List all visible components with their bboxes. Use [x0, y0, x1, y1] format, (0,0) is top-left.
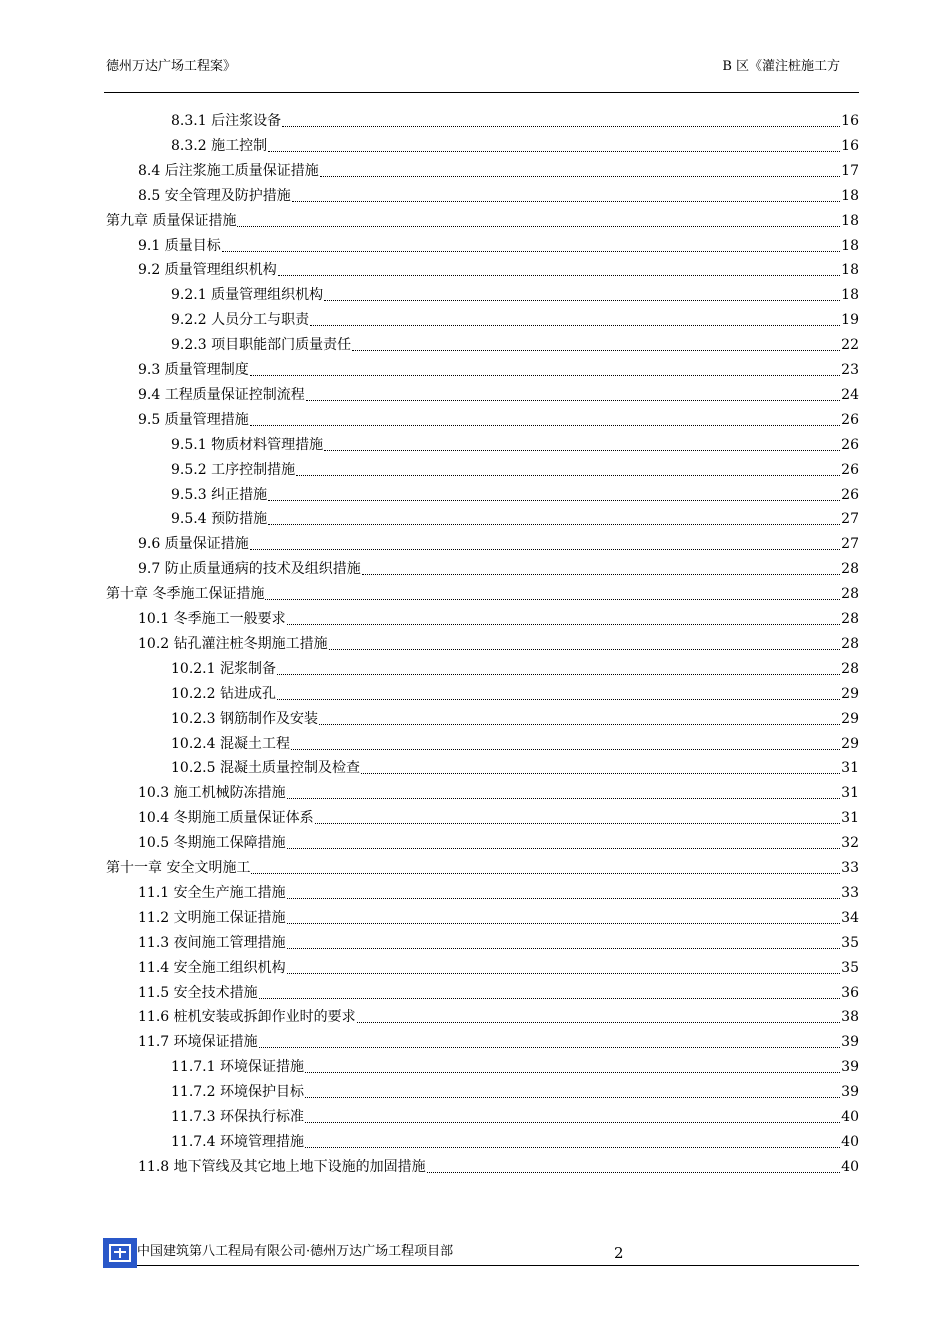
toc-entry-title: 8.4 后注浆施工质量保证措施 — [138, 162, 319, 179]
footer-company-name: 中国建筑第八工程局有限公司·德州万达广场工程项目部 — [137, 1244, 454, 1259]
toc-dot-leader — [287, 948, 841, 949]
toc-entry[interactable] — [138, 157, 859, 181]
toc-entry-title: 9.5.2 工序控制措施 — [171, 461, 296, 478]
toc-entry[interactable] — [171, 481, 859, 505]
toc-entry[interactable] — [106, 207, 859, 231]
toc-entry[interactable] — [138, 555, 859, 579]
toc-entry-page: 28 — [841, 611, 859, 627]
toc-dot-leader — [305, 1097, 840, 1098]
toc-entry[interactable] — [171, 730, 859, 754]
toc-entry-title: 10.2 钻孔灌注桩冬期施工措施 — [138, 635, 328, 652]
toc-entry-title: 10.2.2 钻进成孔 — [171, 685, 276, 702]
toc-entry[interactable] — [171, 1053, 859, 1077]
toc-entry-title: 9.5 质量管理措施 — [138, 411, 249, 428]
toc-entry-title: 9.6 质量保证措施 — [138, 536, 249, 553]
toc-dot-leader — [305, 1122, 840, 1123]
toc-dot-leader — [268, 500, 840, 501]
toc-entry[interactable] — [138, 256, 859, 280]
toc-entry[interactable] — [138, 954, 859, 978]
toc-entry[interactable] — [138, 779, 859, 803]
toc-entry[interactable] — [171, 456, 859, 480]
toc-entry-title: 第十章 冬季施工保证措施 — [106, 586, 265, 603]
company-logo-icon — [103, 1238, 137, 1268]
toc-entry[interactable] — [171, 505, 859, 529]
toc-entry-page: 18 — [841, 287, 859, 304]
toc-dot-leader — [259, 998, 841, 999]
toc-entry-title: 10.5 冬期施工保障措施 — [138, 835, 286, 852]
toc-entry-page: 29 — [841, 735, 859, 752]
toc-entry[interactable] — [138, 182, 859, 206]
toc-dot-leader — [315, 823, 841, 824]
toc-dot-leader — [250, 425, 840, 426]
toc-entry-page: 28 — [841, 586, 859, 603]
toc-entry-page: 29 — [841, 685, 859, 702]
toc-entry-page: 16 — [841, 137, 859, 154]
toc-entry[interactable] — [138, 879, 859, 903]
toc-dot-leader — [222, 251, 840, 252]
toc-dot-leader — [277, 674, 840, 675]
toc-entry-title: 11.3 夜间施工管理措施 — [138, 934, 286, 951]
toc-dot-leader — [259, 1047, 841, 1048]
toc-entry-page: 26 — [841, 436, 859, 453]
footer-page-number: 2 — [614, 1244, 624, 1262]
toc-entry-page: 26 — [841, 461, 859, 478]
toc-entry[interactable] — [171, 1103, 859, 1127]
toc-entry-page: 19 — [841, 312, 859, 329]
toc-entry[interactable] — [106, 580, 859, 604]
toc-entry-title: 9.1 质量目标 — [138, 237, 221, 254]
toc-entry[interactable] — [138, 929, 859, 953]
toc-entry-page: 35 — [841, 959, 859, 976]
toc-dot-leader — [268, 151, 840, 152]
toc-entry-title: 9.2 质量管理组织机构 — [138, 262, 277, 279]
toc-entry-title: 9.2.1 质量管理组织机构 — [171, 287, 324, 304]
toc-entry-title: 第九章 质量保证措施 — [106, 212, 237, 229]
toc-entry-page: 31 — [841, 785, 859, 802]
toc-entry-title: 8.5 安全管理及防护措施 — [138, 187, 291, 204]
toc-dot-leader — [361, 773, 840, 774]
toc-entry-page: 18 — [841, 212, 859, 229]
toc-entry-title: 10.2.3 钢筋制作及安装 — [171, 710, 318, 727]
toc-dot-leader — [250, 549, 840, 550]
toc-entry[interactable] — [138, 804, 859, 828]
toc-entry-page: 18 — [841, 237, 859, 254]
toc-entry-page: 16 — [841, 113, 859, 129]
toc-entry-title: 11.7.4 环境管理措施 — [171, 1133, 304, 1150]
toc-entry-title: 8.3.1 后注浆设备 — [171, 113, 282, 129]
toc-entry-page: 36 — [841, 984, 859, 1001]
toc-entry[interactable] — [171, 1128, 859, 1152]
toc-entry-page: 31 — [841, 760, 859, 777]
toc-entry-page: 22 — [841, 337, 859, 354]
toc-entry[interactable] — [171, 680, 859, 704]
toc-dot-leader — [268, 524, 840, 525]
toc-entry[interactable] — [138, 1003, 859, 1027]
toc-dot-leader — [305, 1147, 840, 1148]
toc-entry-page: 39 — [841, 1034, 859, 1051]
toc-entry[interactable] — [171, 754, 859, 778]
toc-entry[interactable] — [138, 1028, 859, 1052]
toc-entry[interactable] — [171, 107, 859, 131]
toc-entry-title: 11.6 桩机安装或拆卸作业时的要求 — [138, 1009, 356, 1026]
toc-dot-leader — [310, 325, 840, 326]
toc-entry-page: 23 — [841, 362, 859, 378]
toc-dot-leader — [352, 350, 840, 351]
toc-entry-title: 9.5.3 纠正措施 — [171, 486, 268, 503]
toc-entry[interactable] — [171, 331, 859, 355]
toc-dot-leader — [292, 201, 840, 202]
toc-entry-title: 11.2 文明施工保证措施 — [138, 909, 286, 926]
toc-entry-title: 9.2.2 人员分工与职责 — [171, 312, 310, 329]
toc-dot-leader — [362, 574, 840, 575]
toc-entry[interactable] — [138, 630, 859, 654]
toc-entry[interactable] — [138, 381, 859, 405]
toc-entry-page: 24 — [841, 386, 859, 403]
toc-dot-leader — [287, 624, 841, 625]
toc-entry-page: 18 — [841, 262, 859, 279]
toc-entry-title: 9.4 工程质量保证控制流程 — [138, 386, 305, 403]
toc-entry[interactable] — [171, 655, 859, 679]
toc-entry[interactable] — [171, 281, 859, 305]
toc-entry-page: 40 — [841, 1109, 859, 1125]
toc-entry-page: 26 — [841, 411, 859, 428]
toc-entry-title: 10.2.4 混凝土工程 — [171, 735, 290, 752]
toc-dot-leader — [427, 1172, 841, 1173]
toc-entry-title: 10.4 冬期施工质量保证体系 — [138, 810, 314, 827]
toc-entry[interactable] — [138, 356, 859, 380]
toc-entry-title: 11.8 地下管线及其它地上地下设施的加固措施 — [138, 1158, 426, 1175]
toc-dot-leader — [296, 475, 840, 476]
toc-dot-leader — [287, 923, 841, 924]
toc-dot-leader — [357, 1022, 841, 1023]
toc-entry[interactable] — [138, 829, 859, 853]
header-project-title: 德州万达广场工程案》 — [106, 59, 237, 74]
header-divider — [104, 92, 859, 93]
toc-dot-leader — [265, 599, 840, 600]
toc-dot-leader — [305, 1072, 840, 1073]
toc-entry-page: 29 — [841, 710, 859, 727]
footer-divider — [104, 1265, 859, 1266]
toc-dot-leader — [250, 375, 840, 376]
toc-entry[interactable] — [171, 306, 859, 330]
toc-entry-page: 33 — [841, 884, 859, 901]
toc-entry-page: 27 — [841, 511, 859, 528]
toc-entry-title: 11.1 安全生产施工措施 — [138, 884, 286, 901]
toc-entry[interactable] — [171, 431, 859, 455]
toc-entry-title: 11.7.2 环境保护目标 — [171, 1084, 304, 1101]
toc-entry-title: 9.2.3 项目职能部门质量责任 — [171, 337, 352, 354]
toc-entry-title: 第十一章 安全文明施工 — [106, 860, 251, 876]
toc-dot-leader — [287, 798, 841, 799]
toc-dot-leader — [306, 400, 840, 401]
toc-entry-title: 10.3 施工机械防冻措施 — [138, 785, 286, 802]
toc-dot-leader — [278, 275, 840, 276]
toc-dot-leader — [291, 749, 840, 750]
toc-entry-title: 11.4 安全施工组织机构 — [138, 959, 286, 976]
toc-entry[interactable] — [138, 979, 859, 1003]
toc-entry-page: 32 — [841, 835, 859, 852]
toc-entry[interactable] — [138, 406, 859, 430]
toc-entry[interactable] — [138, 904, 859, 928]
toc-dot-leader — [277, 699, 840, 700]
toc-entry-page: 34 — [841, 909, 859, 926]
toc-dot-leader — [320, 176, 840, 177]
toc-entry-page: 38 — [841, 1009, 859, 1026]
toc-entry-title: 9.3 质量管理制度 — [138, 362, 249, 378]
toc-dot-leader — [282, 126, 840, 127]
toc-entry-page: 39 — [841, 1084, 859, 1101]
toc-entry-page: 26 — [841, 486, 859, 503]
toc-entry-page: 28 — [841, 660, 859, 677]
toc-entry[interactable] — [138, 232, 859, 256]
toc-entry-title: 10.1 冬季施工一般要求 — [138, 611, 286, 627]
header-document-title: B 区《灌注桩施工方 — [722, 59, 840, 74]
toc-entry[interactable] — [171, 705, 859, 729]
toc-dot-leader — [329, 649, 841, 650]
toc-dot-leader — [319, 724, 840, 725]
toc-entry-page: 31 — [841, 810, 859, 827]
toc-entry-title: 10.2.1 泥浆制备 — [171, 660, 276, 677]
toc-entry[interactable] — [138, 1153, 859, 1177]
toc-entry-title: 11.7.3 环保执行标准 — [171, 1109, 304, 1125]
toc-entry-page: 27 — [841, 536, 859, 553]
toc-entry-title: 11.5 安全技术措施 — [138, 984, 258, 1001]
toc-dot-leader — [287, 973, 841, 974]
toc-entry-title: 11.7.1 环境保证措施 — [171, 1059, 304, 1076]
toc-entry-title: 9.5.4 预防措施 — [171, 511, 268, 528]
toc-dot-leader — [287, 898, 841, 899]
toc-entry-title: 9.5.1 物质材料管理措施 — [171, 436, 324, 453]
toc-entry-title: 8.3.2 施工控制 — [171, 137, 268, 154]
toc-entry-title: 11.7 环境保证措施 — [138, 1034, 258, 1051]
toc-entry-page: 40 — [841, 1158, 859, 1175]
toc-entry[interactable] — [171, 132, 859, 156]
toc-entry[interactable] — [138, 530, 859, 554]
toc-entry-page: 28 — [841, 635, 859, 652]
toc-entry[interactable] — [138, 605, 859, 629]
toc-entry-page: 33 — [841, 860, 859, 876]
toc-entry-page: 17 — [841, 162, 859, 179]
toc-entry[interactable] — [171, 1078, 859, 1102]
toc-entry-page: 39 — [841, 1059, 859, 1076]
toc-dot-leader — [237, 226, 840, 227]
toc-entry-page: 28 — [841, 561, 859, 578]
toc-dot-leader — [251, 873, 840, 874]
toc-entry-page: 40 — [841, 1133, 859, 1150]
toc-dot-leader — [324, 450, 840, 451]
toc-entry-page: 35 — [841, 934, 859, 951]
toc-entry-page: 18 — [841, 187, 859, 204]
toc-dot-leader — [287, 848, 841, 849]
toc-dot-leader — [324, 300, 840, 301]
toc-entry[interactable] — [106, 854, 859, 878]
toc-entry-title: 10.2.5 混凝土质量控制及检查 — [171, 760, 360, 777]
toc-entry-title: 9.7 防止质量通病的技术及组织措施 — [138, 561, 361, 578]
